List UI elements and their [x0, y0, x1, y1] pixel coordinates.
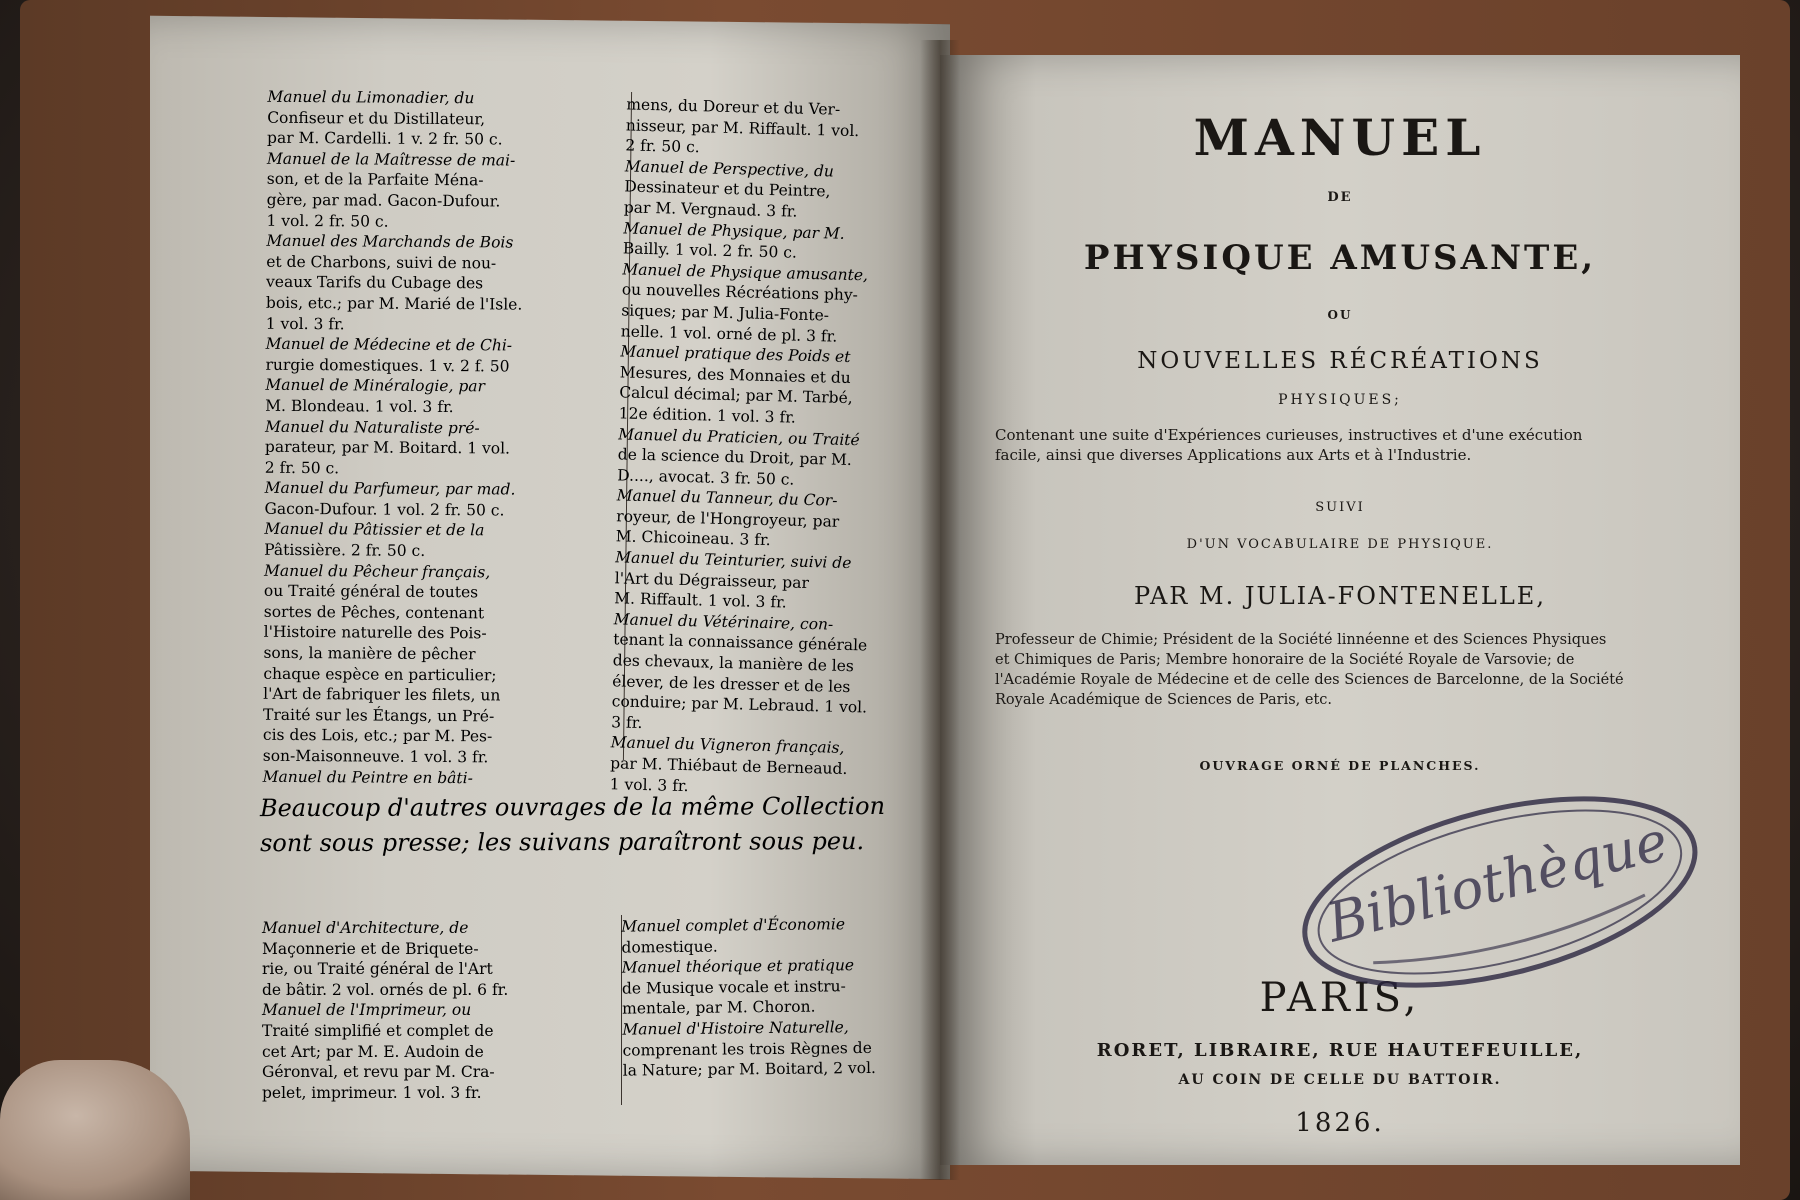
catalog-line: Bailly. 1 vol. 2 fr. 50 c. [622, 239, 798, 262]
catalog-line: 1 vol. 2 fr. 50 c. [266, 211, 389, 231]
catalog-line: Géronval, et revu par M. Cra- [262, 1063, 495, 1082]
title-ou: OU [1327, 308, 1353, 322]
catalog-line: Manuel du Tanneur, du Cor- [616, 486, 838, 510]
catalog-line: mentale, par M. Choron. [622, 997, 816, 1018]
catalog-line: Maçonnerie et de Briquete- [262, 939, 479, 958]
book-title: MANUEL [1193, 108, 1487, 167]
title-physiques: PHYSIQUES; [1278, 392, 1402, 408]
catalog-line: Traité sur les Étangs, un Pré- [263, 705, 495, 726]
catalog-line: 2 fr. 50 c. [264, 458, 340, 477]
catalog-line: Traité simplifié et complet de [262, 1021, 494, 1040]
stamp-text: Bibliothèque [1320, 809, 1674, 955]
catalog-line: rurgie domestiques. 1 v. 2 f. 50 [265, 355, 510, 376]
catalog-line: nelle. 1 vol. orné de pl. 3 fr. [620, 321, 838, 346]
catalog-line: Manuel du Vétérinaire, con- [613, 610, 834, 634]
catalog-line: Manuel de Physique, par M. [623, 218, 845, 243]
catalog-line: la Nature; par M. Boitard, 2 vol. [622, 1059, 877, 1080]
catalog-line: l'Histoire naturelle des Pois- [263, 623, 487, 643]
catalog-line: siques; par M. Julia-Fonte- [621, 301, 830, 325]
catalog-line: l'Art de fabriquer les filets, un [263, 684, 501, 705]
catalog-line: par M. Thiébaut de Berneaud. [610, 754, 848, 779]
catalog-line: de Musique vocale et instru- [621, 977, 846, 998]
catalog-line: rie, ou Traité général de l'Art [262, 960, 493, 979]
catalog-line: son, et de la Parfaite Ména- [266, 170, 484, 190]
title-suivi: SUIVI [1315, 500, 1365, 515]
book-gutter [920, 40, 960, 1180]
catalog-line: de bâtir. 2 vol. ornés de pl. 6 fr. [262, 980, 509, 999]
catalog-line: l'Art du Dégraisseur, par [614, 568, 810, 592]
catalog-line: domestique. [621, 937, 718, 957]
catalog-line: M. Chicoineau. 3 fr. [615, 527, 771, 550]
catalog-line: des chevaux, la manière de les [612, 651, 855, 676]
catalog-line: Manuel d'Architecture, de [262, 919, 469, 937]
catalog-line: Manuel du Pêcheur français, [264, 561, 491, 582]
catalog-line: de la science du Droit, par M. [617, 445, 852, 470]
catalog-line: Manuel d'Histoire Naturelle, [622, 1018, 849, 1039]
imprint-city: PARIS, [1259, 975, 1421, 1021]
catalog-line: chaque espèce en particulier; [263, 664, 497, 685]
catalog-line: cet Art; par M. E. Audoin de [262, 1042, 484, 1061]
book-subtitle: PHYSIQUE AMUSANTE, [1083, 238, 1597, 278]
description: Contenant une suite d'Expériences curieuses, instructives et d'une exécution facile, ainsi que diverses Applications aux Arts et à l'Industrie. [995, 426, 1583, 464]
catalog-line: Manuel du Peintre en bâti- [262, 767, 473, 787]
catalog-line: D...., avocat. 3 fr. 50 c. [617, 466, 795, 489]
catalog-line: et de Charbons, suivi de nou- [266, 252, 497, 273]
catalog-line: ou Traité général de toutes [263, 582, 479, 602]
author-credentials: Professeur de Chimie; Président de la Société linnéenne et des Sciences Physiques et Chimiques de Paris; Membre honoraire de la Société Royale de Varsovie; de l'Académie Royale de Médecine et de celle des Sciences de Barcelonne, de la Société Royale Académique de Sciences de Paris, etc. [995, 632, 1624, 708]
catalog-line: Manuel du Parfumeur, par mad. [264, 479, 516, 499]
title-nouvelles: NOUVELLES RÉCRÉATIONS [1137, 348, 1543, 374]
catalog-line: son-Maisonneuve. 1 vol. 3 fr. [262, 746, 489, 767]
author-line: PAR M. JULIA-FONTENELLE, [1134, 582, 1546, 610]
catalog-line: Dessinateur et du Peintre, [624, 177, 831, 201]
catalog-line: Manuel de Minéralogie, par [265, 376, 485, 396]
catalog-line: 3 fr. [611, 713, 643, 732]
catalog-line: ou nouvelles Récréations phy- [621, 280, 859, 305]
catalog-line: mens, du Doreur et du Ver- [626, 95, 841, 119]
catalog-line: nisseur, par M. Riffault. 1 vol. [625, 116, 860, 140]
catalog-line: bois, etc.; par M. Marié de l'Isle. [265, 293, 523, 314]
catalog-line: royeur, de l'Hongroyeur, par [616, 507, 840, 531]
catalog-column-a [263, 87, 618, 790]
catalog-line: élever, de les dresser et de les [612, 671, 851, 696]
imprint-address: AU COIN DE CELLE DU BATTOIR. [1178, 1072, 1502, 1088]
catalog-column-d [621, 913, 923, 1081]
illustrations-note: OUVRAGE ORNÉ DE PLANCHES. [1199, 758, 1481, 773]
catalog-line: Confiseur et du Distillateur, [267, 108, 486, 128]
catalog-line: M. Riffault. 1 vol. 3 fr. [614, 589, 787, 612]
catalog-line: gère, par mad. Gacon-Dufour. [266, 190, 501, 211]
catalog-line: 1 vol. 3 fr. [265, 314, 345, 333]
catalog-line: Manuel du Naturaliste pré- [265, 417, 480, 437]
catalog-line: 12e édition. 1 vol. 3 fr. [618, 404, 797, 427]
catalog-line: 2 fr. 50 c. [625, 136, 700, 157]
catalog-line: M. Blondeau. 1 vol. 3 fr. [265, 396, 454, 417]
catalog-line: Manuel de l'Imprimeur, ou [262, 1001, 472, 1020]
catalog-line: pelet, imprimeur. 1 vol. 3 fr. [262, 1083, 482, 1102]
catalog-line: 1 vol. 3 fr. [609, 774, 689, 795]
thumb [0, 1060, 190, 1200]
collection-notice: Beaucoup d'autres ouvrages de la même Collection sont sous presse; les suivans paraîtront sous peu. [259, 791, 886, 858]
imprint-year: 1826. [1295, 1108, 1385, 1138]
catalog-line: par M. Cardelli. 1 v. 2 fr. 50 c. [267, 128, 503, 149]
catalog-line: Manuel de la Maîtresse de mai- [266, 149, 516, 170]
catalog-line: Manuel du Pâtissier et de la [264, 520, 485, 540]
catalog-line: Gacon-Dufour. 1 vol. 2 fr. 50 c. [264, 499, 505, 520]
catalog-line: Pâtissière. 2 fr. 50 c. [264, 540, 426, 560]
catalog-line: Manuel du Praticien, ou Traité [618, 424, 860, 449]
catalog-line: Calcul décimal; par M. Tarbé, [619, 383, 853, 408]
catalog-column-c [262, 918, 607, 1103]
catalog-line: Manuel de Perspective, du [624, 157, 835, 181]
catalog-line: sortes de Pêches, contenant [263, 602, 485, 623]
title-vocabulaire: D'UN VOCABULAIRE DE PHYSIQUE. [1186, 537, 1494, 552]
catalog-line: Manuel du Vigneron français, [610, 733, 845, 758]
catalog-line: cis des Lois, etc.; par M. Pes- [262, 726, 493, 746]
catalog-line: Manuel de Physique amusante, [622, 260, 869, 285]
catalog-line: conduire; par M. Lebraud. 1 vol. [611, 692, 868, 717]
catalog-line: Mesures, des Monnaies et du [619, 363, 851, 387]
imprint-publisher: RORET, LIBRAIRE, RUE HAUTEFEUILLE, [1096, 1040, 1584, 1061]
catalog-line: Manuel de Médecine et de Chi- [265, 334, 513, 355]
catalog-line: sons, la manière de pêcher [263, 643, 476, 664]
catalog-line: Manuel des Marchands de Bois [266, 231, 514, 252]
catalog-line: veaux Tarifs du Cubage des [266, 273, 484, 293]
catalog-line: Manuel complet d'Économie [621, 915, 846, 936]
catalog-line: Manuel pratique des Poids et [620, 342, 851, 367]
catalog-line: comprenant les trois Règnes de [622, 1038, 872, 1060]
catalog-line: par M. Vergnaud. 3 fr. [623, 198, 798, 221]
catalog-line: parateur, par M. Boitard. 1 vol. [264, 437, 511, 458]
catalog-line: Manuel du Limonadier, du [267, 87, 475, 108]
catalog-line: Manuel du Teinturier, suivi de [615, 548, 852, 573]
catalog-line: Manuel théorique et pratique [621, 956, 855, 977]
catalog-line: tenant la connaissance générale [613, 630, 868, 655]
title-de: DE [1327, 190, 1353, 205]
catalog-column-b [609, 94, 926, 801]
